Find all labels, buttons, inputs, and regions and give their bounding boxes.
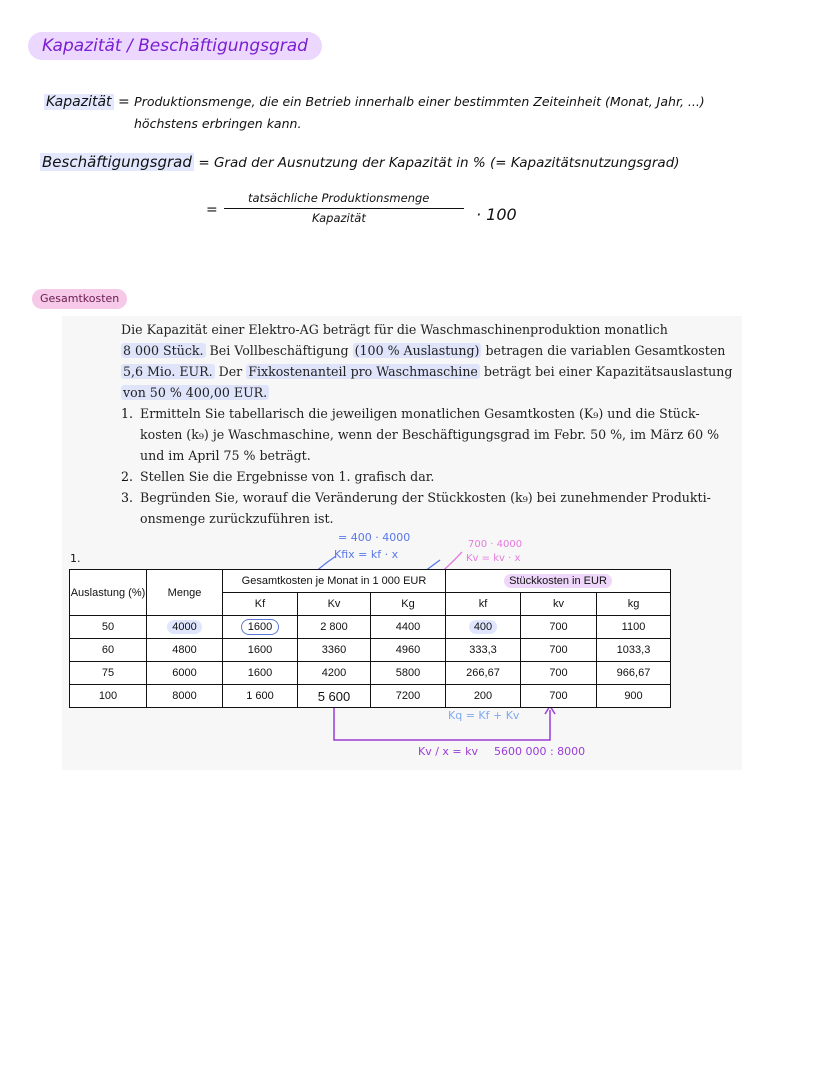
annotation-kf-calc: = 400 · 4000	[338, 531, 411, 544]
cell-menge-hl: 4000	[167, 620, 201, 634]
task-item-3-line-1: Begründen Sie, worauf die Veränderung der Stückkosten (k₉) bei zunehmender Produkti-	[140, 490, 711, 505]
cell-menge: 6000	[147, 662, 223, 685]
table-row	[70, 685, 671, 708]
task-item-1-line-1: Ermitteln Sie tabellarisch die jeweiligen monatlichen Gesamtkosten (K₉) und die Stück-	[140, 406, 700, 421]
cell-Kg: 7200	[371, 685, 446, 708]
task-item-2-num: 2.	[121, 469, 134, 484]
cell-Kf-ring: 1600	[241, 619, 279, 635]
cell-auslastung: 100	[70, 685, 147, 708]
task-item-1-line-2: kosten (k₉) je Waschmaschine, wenn der Beschäftigungsgrad im Febr. 50 %, im März 60 %	[140, 427, 720, 442]
subheader-kv: kv	[521, 593, 597, 616]
term-eq: =	[117, 94, 130, 110]
cell-Kv: 3360	[298, 639, 371, 662]
cell-Kg: 5800	[371, 662, 446, 685]
formula-eq: =	[206, 202, 218, 218]
page-title: Kapazität / Beschäftigungsgrad	[28, 32, 322, 60]
cell-auslastung: 50	[70, 616, 147, 639]
cell-kg: 966,67	[597, 662, 671, 685]
cell-kv: 700	[521, 639, 597, 662]
term-beschaeftigungsgrad: Beschäftigungsgrad	[42, 153, 192, 171]
annotation-kf-formula: Kfix = kf · x	[334, 548, 399, 561]
cell-kg: 1100	[597, 616, 671, 639]
task-item-3-num: 3.	[121, 490, 134, 505]
term-kapazitaet: Kapazität	[46, 94, 112, 110]
task-text: betragen die variablen Gesamtkosten	[481, 343, 726, 358]
task-text: beträgt bei einer Kapazitätsauslastung	[479, 364, 733, 379]
hl-fixed-cost-value: von 50 % 400,00 EUR.	[123, 385, 268, 400]
cell-kf: 266,67	[446, 662, 521, 685]
subheader-Kg: Kg	[371, 593, 446, 616]
annotation-division: 5600 000 : 8000	[494, 745, 586, 758]
annotation-kq-formula: Kq = Kf + Kv	[448, 709, 520, 722]
cell-Kf: 1600	[223, 662, 298, 685]
cell-menge: 4800	[147, 639, 223, 662]
definition-text-2: höchstens erbringen kann.	[134, 116, 302, 131]
cell-Kf: 1600	[223, 639, 298, 662]
cell-Kg: 4400	[371, 616, 446, 639]
cell-Kv: 2 800	[298, 616, 371, 639]
subheader-kf: kf	[446, 593, 521, 616]
header-stueckkosten-text: Stückkosten in EUR	[504, 574, 612, 588]
cell-kv: 700	[521, 662, 597, 685]
cell-kf-hl: 400	[469, 620, 497, 634]
beschaeftigung-text: = Grad der Ausnutzung der Kapazität in % (= Kapazitätsnutzungsgrad)	[198, 155, 680, 171]
subheader-Kv: Kv	[298, 593, 371, 616]
cell-kg: 1033,3	[597, 639, 671, 662]
cost-table	[69, 569, 671, 708]
cell-Kv: 4200	[298, 662, 371, 685]
header-auslastung: Auslastung (%)	[70, 570, 147, 616]
formula-denominator: Kapazität	[312, 211, 366, 225]
cell-kf	[446, 616, 521, 639]
task-item-3-line-2: onsmenge zurückzuführen ist.	[140, 511, 334, 526]
header-stueckkosten	[446, 570, 671, 593]
table-row	[70, 616, 671, 639]
subheader-kg: kg	[597, 593, 671, 616]
cell-kg: 900	[597, 685, 671, 708]
hl-full-utilization: (100 % Auslastung)	[354, 343, 480, 358]
task-text: Bei Vollbeschäftigung	[205, 343, 353, 358]
header-menge: Menge	[147, 570, 223, 616]
cell-auslastung: 75	[70, 662, 147, 685]
table-row	[70, 639, 671, 662]
annotation-kv-calc: 700 · 4000	[468, 539, 523, 550]
hl-capacity: 8 000 Stück.	[123, 343, 204, 358]
cell-kv: 700	[521, 685, 597, 708]
header-gesamtkosten: Gesamtkosten je Monat in 1 000 EUR	[223, 570, 446, 593]
cell-auslastung: 60	[70, 639, 147, 662]
subheader-Kf: Kf	[223, 593, 298, 616]
cell-Kg: 4960	[371, 639, 446, 662]
task-line-1: Die Kapazität einer Elektro-AG beträgt für die Waschmaschinenproduktion monatlich	[121, 322, 668, 337]
solution-label: 1.	[70, 552, 81, 565]
cell-menge	[147, 616, 223, 639]
table-row	[70, 662, 671, 685]
task-item-1-line-3: und im April 75 % beträgt.	[140, 448, 311, 463]
task-item-2-line-1: Stellen Sie die Ergebnisse von 1. grafisch dar.	[140, 469, 435, 484]
cell-Kf: 1 600	[223, 685, 298, 708]
cell-Kv-total: 5 600	[317, 688, 351, 704]
task-text: Der	[214, 364, 247, 379]
annotation-kv-unit: Kv / x = kv	[418, 745, 479, 758]
annotation-kv-formula: Kv = kv · x	[466, 553, 521, 564]
cell-kf: 200	[446, 685, 521, 708]
cell-menge: 8000	[147, 685, 223, 708]
formula-numerator: tatsächliche Produktionsmenge	[248, 191, 430, 205]
cell-Kf	[223, 616, 298, 639]
cell-Kv	[298, 685, 371, 708]
section-label: Gesamtkosten	[32, 289, 127, 309]
cell-kf: 333,3	[446, 639, 521, 662]
cell-kv: 700	[521, 616, 597, 639]
hl-variable-costs: 5,6 Mio. EUR.	[123, 364, 213, 379]
task-item-1-num: 1.	[121, 406, 134, 421]
definition-text-1: Produktionsmenge, die ein Betrieb innerhalb einer bestimmten Zeiteinheit (Monat, Jahr, ...)	[134, 94, 705, 109]
hl-fixed-cost-share: Fixkostenanteil pro Waschmaschine	[248, 364, 478, 379]
formula-factor: · 100	[476, 205, 517, 224]
